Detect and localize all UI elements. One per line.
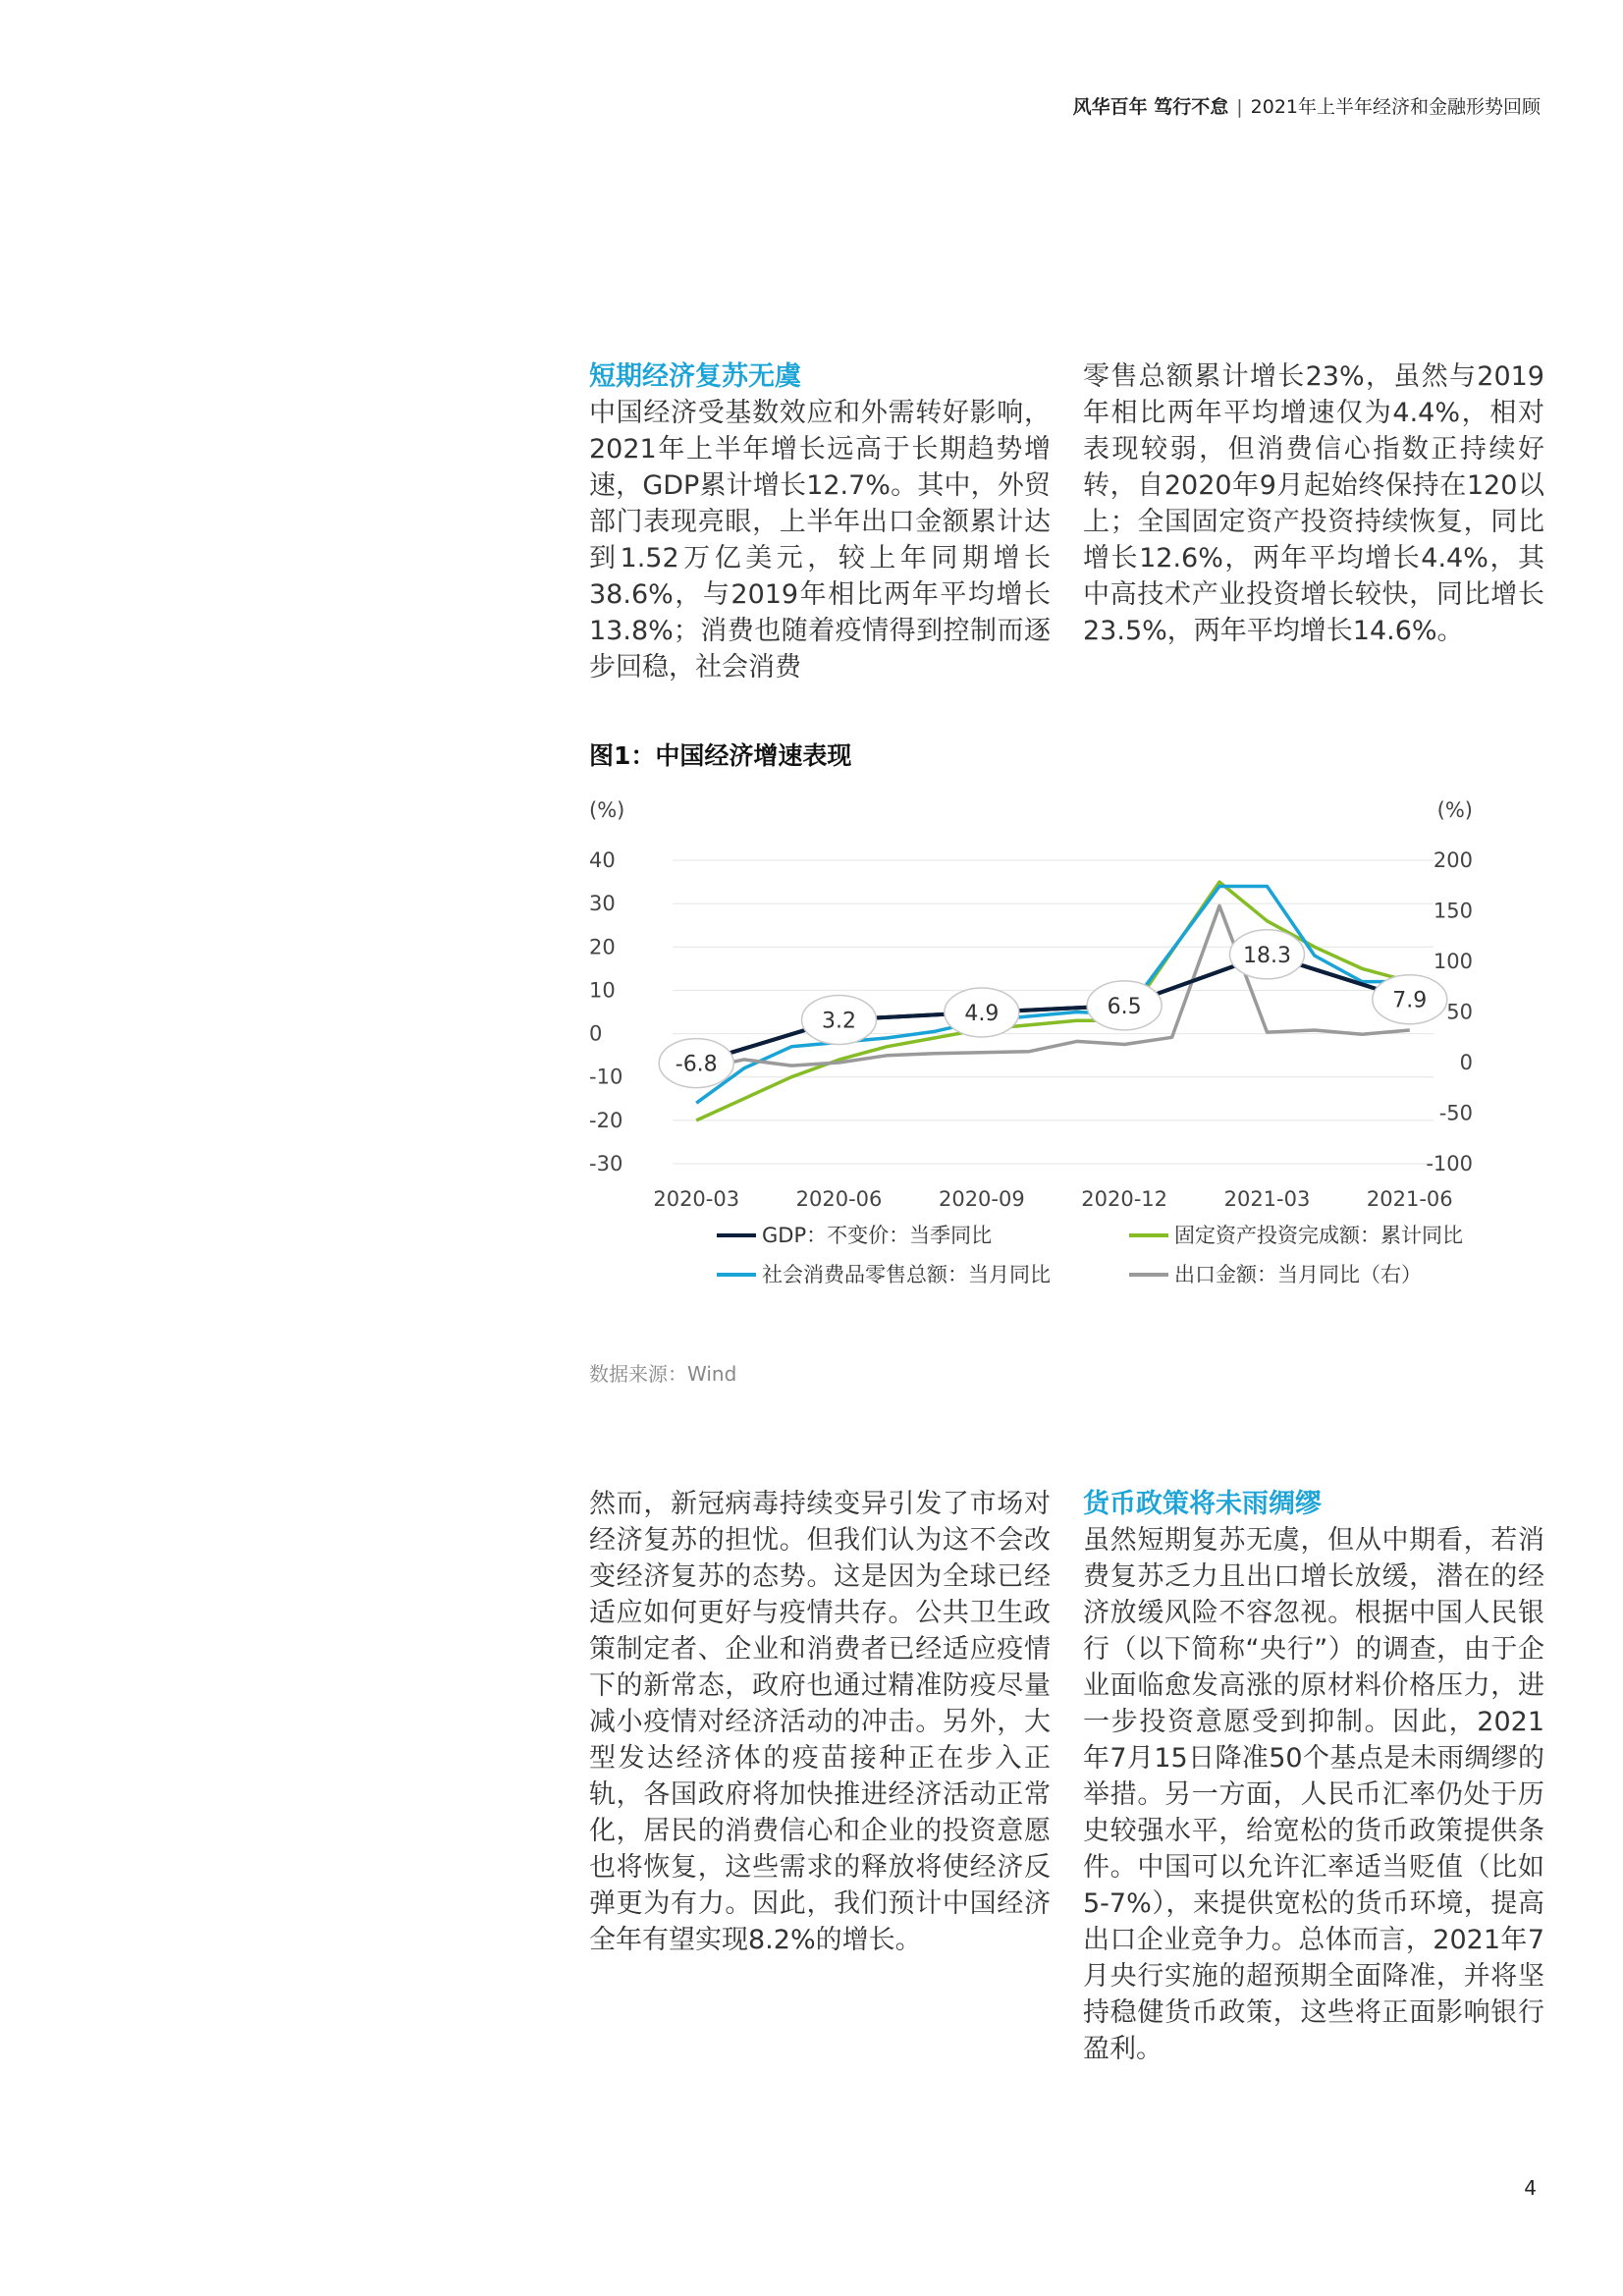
left-axis-tick: 40 [589,848,616,872]
x-axis-tick: 2020-03 [653,1187,740,1211]
section1-heading: 短期经济复苏无虞 [589,361,801,392]
data-label: 6.5 [1107,994,1142,1019]
x-axis-tick: 2020-06 [795,1187,883,1211]
left-axis-tick: 0 [589,1021,603,1046]
right-axis-unit: (%) [1436,798,1473,822]
section1-paragraph-right: 零售总额累计增长23%，虽然与2019年相比两年平均增速仅为4.4%，相对表现较弱，但消费信心指数正持续好转，自2020年9月起始终保持在120以上；全国固定资产投资持续恢复，同比增长12.6%，两年平均增长4.4%，其中高技术产业投资增长较快，同比增长23.5%，两年平均增长14.6%。 [1083,361,1544,646]
section2-heading: 货币政策将未雨绸缪 [1083,1489,1322,1519]
x-axis-tick: 2021-06 [1366,1187,1453,1211]
right-axis-tick: 100 [1433,950,1473,973]
section2-paragraph-left: 然而，新冠病毒持续变异引发了市场对经济复苏的担忧。但我们认为这不会改变经济复苏的态势。这是因为全球已经适应如何更好与疫情共存。公共卫生政策制定者、企业和消费者已经适应疫情下的新常态，政府也通过精准防疫尽量减小疫情对经济活动的冲击。另外，大型发达经济体的疫苗接种正在步入正轨，各国政府将加快推进经济活动正常化，居民的消费信心和企业的投资意愿也将恢复，这些需求的释放将使经济反弹更为有力。因此，我们预计中国经济全年有望实现8.2%的增长。 [589,1489,1051,1955]
page-number: 4 [1524,2176,1537,2200]
page-header [1073,92,1541,119]
header-brand: 风华百年 笃行不怠 [1072,96,1229,118]
series-line [696,887,1410,1104]
left-axis-tick: 10 [589,978,616,1003]
right-axis-tick: 150 [1433,899,1473,923]
right-axis-tick: 200 [1433,848,1473,872]
data-label: 18.3 [1242,943,1291,968]
right-axis-tick: -100 [1426,1152,1473,1175]
figure-source: 数据来源：Wind [589,1362,737,1386]
left-axis-tick: -10 [589,1065,623,1089]
left-axis-tick: -30 [589,1152,623,1175]
left-axis-tick: 20 [589,935,616,959]
figure-title: 图1：中国经济增速表现 [589,741,852,770]
legend-label: 社会消费品零售总额：当月同比 [762,1263,1051,1286]
section2-column-right [1083,1486,1544,2067]
section1-column-left [589,358,1051,685]
economic-growth-chart [569,786,1492,1336]
header-separator: | [1236,96,1243,118]
section2-column-left [589,1486,1051,1958]
x-axis-tick: 2020-12 [1081,1187,1168,1211]
section1-column-right [1083,358,1544,649]
data-label: 4.9 [964,1001,1000,1026]
section1-paragraph-left: 中国经济受基数效应和外需转好影响，2021年上半年增长远高于长期趋势增速，GDP累计增长12.7%。其中，外贸部门表现亮眼，上半年出口金额累计达到1.52万亿美元，较上年同期增长38.6%，与2019年相比两年平均增长13.8%；消费也随着疫情得到控制而逐步回稳，社会消费 [589,398,1051,683]
legend-label: GDP：不变价：当季同比 [762,1224,993,1247]
series-line [696,882,1410,1121]
right-axis-tick: -50 [1438,1101,1473,1125]
left-axis-tick: -20 [589,1108,623,1132]
section2-paragraph-right: 虽然短期复苏无虞，但从中期看，若消费复苏乏力且出口增长放缓，潜在的经济放缓风险不容忽视。根据中国人民银行（以下简称“央行”）的调查，由于企业面临愈发高涨的原材料价格压力，进一步投资意愿受到抑制。因此，2021年7月15日降准50个基点是未雨绸缪的举措。另一方面，人民币汇率仍处于历史较强水平，给宽松的货币政策提供条件。中国可以允许汇率适当贬值（比如5-7%），来提供宽松的货币环境，提高出口企业竞争力。总体而言，2021年7月央行实施的超预期全面降准，并将坚持稳健货币政策，这些将正面影响银行盈利。 [1083,1525,1544,2064]
right-axis-tick: 0 [1459,1051,1473,1074]
data-label: 7.9 [1392,988,1428,1013]
x-axis-tick: 2020-09 [938,1187,1025,1211]
data-label: -6.8 [675,1052,718,1077]
left-axis-unit: (%) [589,798,625,822]
header-title: 2021年上半年经济和金融形势回顾 [1250,96,1541,118]
legend-label: 固定资产投资完成额：累计同比 [1174,1224,1463,1247]
x-axis-tick: 2021-03 [1223,1187,1311,1211]
data-label: 3.2 [822,1009,857,1034]
legend-label: 出口金额：当月同比（右） [1174,1263,1422,1286]
left-axis-tick: 30 [589,892,616,916]
right-axis-tick: 50 [1446,1000,1473,1024]
